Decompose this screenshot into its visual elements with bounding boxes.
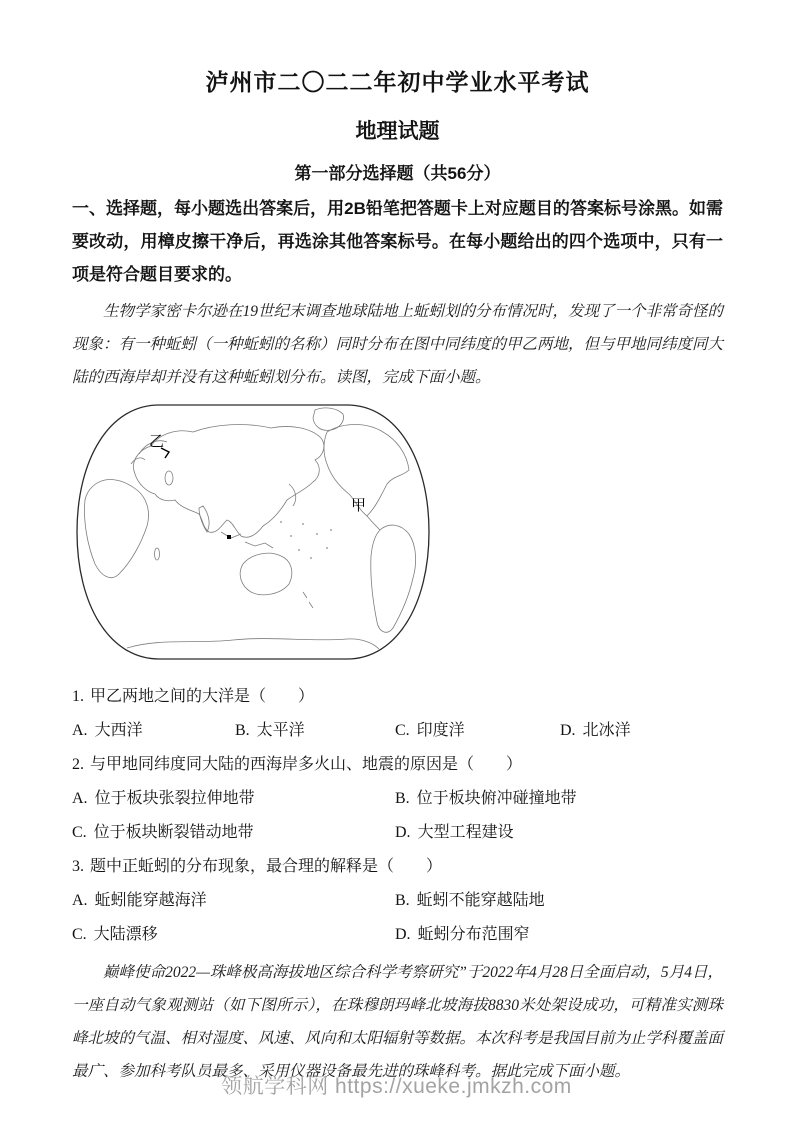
passage-earthworm: 生物学家密卡尔逊在19世纪末调查地球陆地上蚯蚓划的分布情况时，发现了一个非常奇怪的现象：有一种蚯蚓（一种蚯蚓的名称）同时分布在图中同纬度的甲乙两地，但与甲地同纬度同大陆的西海岸却并没有这种蚯蚓划分布。读图，完成下面小题。 (72, 303, 724, 386)
option-1d (560, 714, 631, 748)
question-3-options-row2 (72, 918, 723, 952)
option-text: 位于板块俯冲碰撞地带 (416, 790, 577, 807)
question-1-options (72, 714, 723, 748)
page-title: 泸州市二〇二二年初中学业水平考试 (205, 69, 590, 95)
option-key: D. (395, 926, 411, 943)
option-text: 太平洋 (256, 722, 305, 739)
option-key: D. (560, 722, 576, 739)
question-text: 甲乙两地之间的大洋是（ ） (90, 688, 315, 705)
india-outline (199, 506, 209, 532)
option-text: 大陆漂移 (93, 926, 158, 943)
new-zealand (303, 592, 313, 608)
option-2a (72, 782, 395, 816)
madagascar (155, 548, 160, 560)
pacific-islands (280, 521, 332, 559)
option-text: 大西洋 (94, 722, 143, 739)
option-key: A. (72, 892, 88, 909)
indonesia-outline (221, 532, 273, 548)
option-key: C. (72, 926, 87, 943)
question-3-stem (72, 850, 723, 884)
option-3b (395, 884, 545, 918)
map-label-jia: 甲 (351, 497, 367, 514)
option-text: 位于板块断裂错动地带 (93, 824, 254, 841)
africa-outline (84, 479, 148, 577)
central-america (367, 516, 380, 530)
option-3a (72, 884, 395, 918)
doc-subtitle: 地理试题 (355, 120, 440, 143)
site-marker (227, 535, 231, 539)
australia-outline (240, 553, 292, 595)
option-text: 位于板块张裂拉伸地带 (94, 790, 255, 807)
option-1c (395, 714, 560, 748)
option-key: C. (395, 722, 410, 739)
option-key: A. (72, 790, 88, 807)
option-2b (395, 782, 577, 816)
question-section (72, 680, 723, 952)
option-2d (395, 816, 514, 850)
question-2-options-row1 (72, 782, 723, 816)
option-2c (72, 816, 395, 850)
option-text: 蚯蚓分布范围窄 (417, 926, 530, 943)
option-text: 印度洋 (416, 722, 465, 739)
map-border (77, 405, 429, 659)
question-2-stem (72, 748, 723, 782)
question-text: 题中正蚯蚓的分布现象，最合理的解释是（ ） (90, 858, 443, 875)
north-america-outline (324, 425, 409, 517)
option-1a (72, 714, 235, 748)
question-text: 与甲地同纬度同大陆的西海岸多火山、地震的原因是（ ） (90, 756, 523, 773)
option-text: 蚯蚓不能穿越陆地 (416, 892, 545, 909)
question-number: 1. (72, 688, 84, 705)
instructions-paragraph: 一、选择题，每小题选出答案后，用2B铅笔把答题卡上对应题目的答案标号涂黑。如需要改动，用樟皮擦干净后，再选涂其他答案标号。在每小题给出的四个选项中，只有一项是符合题目要求的。 (72, 199, 723, 284)
option-key: B. (395, 892, 410, 909)
option-3c (72, 918, 395, 952)
option-key: B. (395, 790, 410, 807)
option-text: 蚯蚓能穿越海洋 (94, 892, 207, 909)
question-3-options-row1 (72, 884, 723, 918)
question-2-options-row2 (72, 816, 723, 850)
option-key: C. (72, 824, 87, 841)
option-1b (235, 714, 395, 748)
south-america-outline (371, 525, 416, 632)
passage-everest: 巅峰使命2022—珠峰极高海拔地区综合科学考察研究”于2022年4月28日全面启动，5月4日，一座自动气象观测站（如下图所示），在珠穆朗玛峰北坡海拔8830米处架设成功，可精准实测珠峰北坡的气温、相对湿度、风速、风向和太阳辐射等数据。本次科考是我国目前为止学科覆盖面最广、参加科考队员最多、采用仪器设备最先进的珠峰科考。据此完成下面小题。 (72, 964, 724, 1080)
option-key: B. (235, 722, 250, 739)
option-key: D. (395, 824, 411, 841)
antarctica-outline (127, 639, 379, 649)
option-text: 大型工程建设 (417, 824, 514, 841)
question-1-stem (72, 680, 723, 714)
section-heading: 第一部分选择题（共56分） (294, 164, 501, 183)
question-number: 3. (72, 858, 84, 875)
caspian-sea (165, 471, 173, 485)
watermark: 领航学科网 https://xueke.jmkzh.com (221, 1075, 572, 1098)
option-key: A. (72, 722, 88, 739)
option-text: 北冰洋 (582, 722, 631, 739)
world-map-figure (75, 402, 431, 662)
map-label-yi: 乙 (149, 433, 165, 450)
question-number: 2. (72, 756, 84, 773)
option-3d (395, 918, 530, 952)
